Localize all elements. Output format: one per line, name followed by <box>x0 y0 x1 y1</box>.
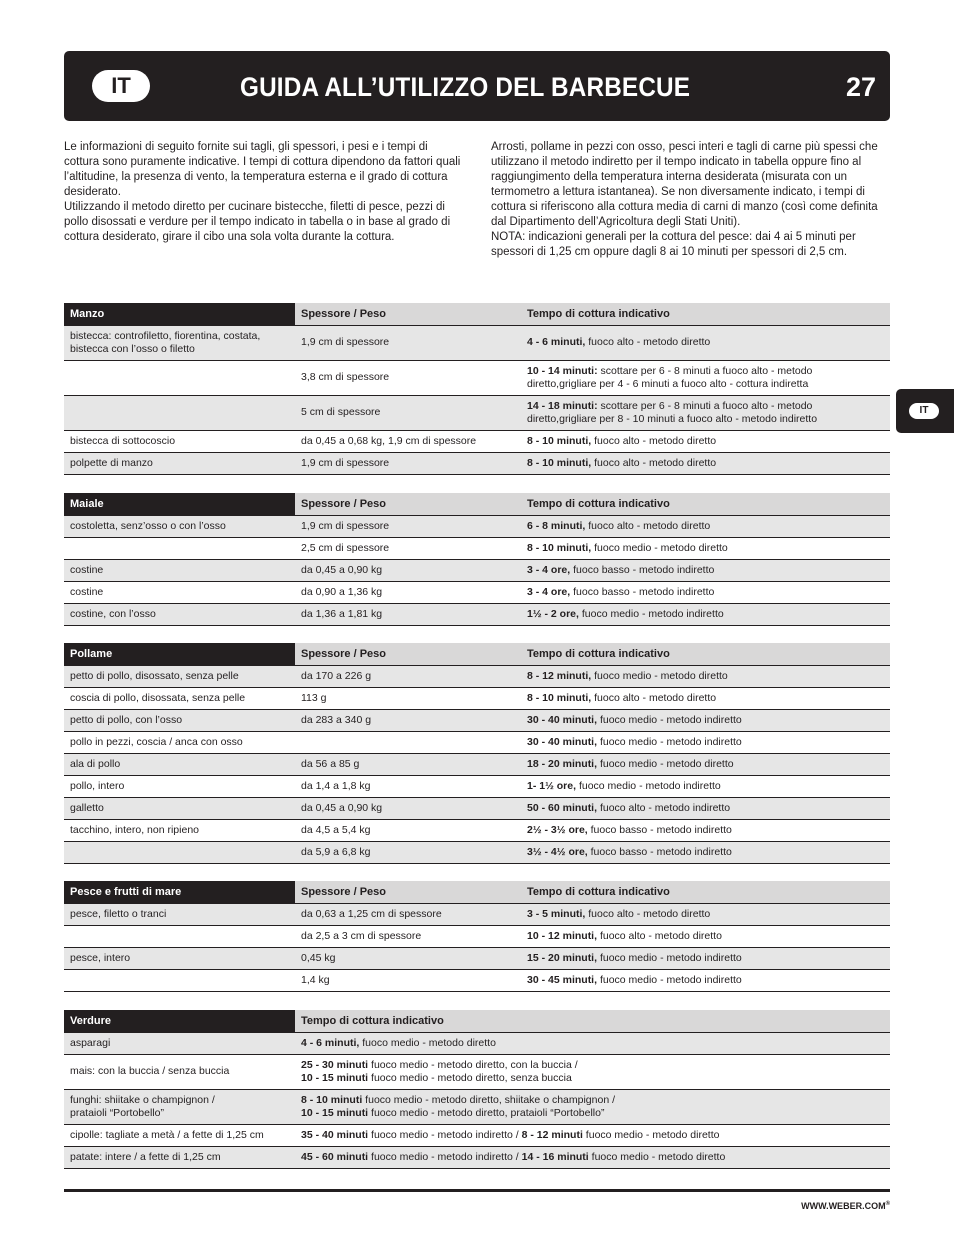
size-cell: da 0,45 a 0,90 kg <box>295 797 521 819</box>
intro-paragraph: Utilizzando il metodo diretto per cucinare bistecche, filetti di pesce, pezzi di pollo disossati e verdure per il tempo indicato in tabella o in base al grado di cottura desiderato, girare il cibo una sola volta durante la cottura. <box>64 201 451 243</box>
time-value: 8 - 10 minuti, <box>527 434 592 447</box>
method-text: fuoco medio - metodo indiretto / <box>368 1128 519 1141</box>
time-cell <box>521 947 890 969</box>
column-header-time: Tempo di cottura indicativo <box>295 1010 890 1032</box>
time-value: 14 - 18 minuti: <box>527 399 598 412</box>
time-cell <box>295 1089 890 1124</box>
method-text: fuoco medio - metodo diretto, senza buccia <box>368 1071 572 1084</box>
cut-cell: tacchino, intero, non ripieno <box>64 819 295 841</box>
method-text: scottare per 6 - 8 minuti a fuoco alto - metodo diretto,grigliare per 4 - 6 minuti a fuoco alto - cottura indiretta <box>527 364 813 390</box>
column-header-category: Verdure <box>64 1010 295 1032</box>
method-text: fuoco medio - metodo indiretto / <box>368 1150 519 1163</box>
table-row <box>64 581 890 603</box>
registered-mark: ® <box>885 1201 890 1207</box>
time-cell <box>521 819 890 841</box>
footer-url[interactable] <box>801 1201 890 1211</box>
table-row <box>64 395 890 430</box>
time-cell <box>521 581 890 603</box>
column-header-category: Pollame <box>64 643 295 665</box>
table-header-row <box>64 493 890 515</box>
column-header-size: Spessore / Peso <box>295 881 521 903</box>
time-cell <box>521 709 890 731</box>
method-text: fuoco medio - metodo diretto <box>582 1128 720 1141</box>
cut-cell: ala di pollo <box>64 753 295 775</box>
method-text: fuoco medio - metodo indiretto <box>578 607 724 620</box>
table-row <box>64 1146 890 1168</box>
method-text: fuoco medio - metodo diretto, con la buccia / <box>368 1058 578 1071</box>
size-cell: da 0,63 a 1,25 cm di spessore <box>295 903 521 925</box>
column-header-size: Spessore / Peso <box>295 493 521 515</box>
intro-paragraph: Le informazioni di seguito fornite sui tagli, gli spessori, i pesi e i tempi di cottura sono puramente indicative. I tempi di cottura dipendono da fattori quali l’altitudine, la presenza di vento, la temperatura esterna e il grado di cottura desiderato. <box>64 141 461 198</box>
time-value: 10 - 15 minuti <box>301 1071 369 1084</box>
method-text: fuoco medio - metodo indiretto <box>597 973 742 986</box>
method-text: fuoco medio - metodo diretto <box>597 757 734 770</box>
cut-cell <box>64 395 295 430</box>
size-cell: 2,5 cm di spessore <box>295 537 521 559</box>
cut-cell: pollo, intero <box>64 775 295 797</box>
table-row <box>64 819 890 841</box>
time-cell <box>521 325 890 360</box>
size-cell: 1,9 cm di spessore <box>295 325 521 360</box>
cut-cell: mais: con la buccia / senza buccia <box>64 1054 295 1089</box>
size-cell: da 170 a 226 g <box>295 665 521 687</box>
page-header <box>64 51 890 121</box>
side-tab-label: IT <box>909 403 939 419</box>
footer-divider <box>64 1189 890 1192</box>
cut-cell: pesce, filetto o tranci <box>64 903 295 925</box>
time-value: 3 - 4 ore, <box>527 585 571 598</box>
table-row <box>64 797 890 819</box>
page-title: GUIDA ALL’UTILIZZO DEL BARBECUE <box>240 72 691 102</box>
language-badge: IT <box>92 70 150 102</box>
time-cell <box>521 775 890 797</box>
time-cell <box>521 430 890 452</box>
method-text: fuoco alto - metodo diretto <box>585 336 711 348</box>
table-row <box>64 925 890 947</box>
time-cell <box>521 687 890 709</box>
table-row <box>64 360 890 395</box>
time-cell <box>521 841 890 863</box>
time-value: 45 - 60 minuti <box>301 1150 369 1163</box>
method-text: fuoco medio - metodo diretto <box>588 1150 726 1163</box>
size-cell: da 0,45 a 0,90 kg <box>295 559 521 581</box>
table-row <box>64 687 890 709</box>
size-cell: da 56 a 85 g <box>295 753 521 775</box>
cut-cell: costoletta, senz’osso o con l’osso <box>64 515 295 537</box>
cut-cell <box>64 537 295 559</box>
intro-left-column <box>64 140 464 245</box>
column-header-category: Maiale <box>64 493 295 515</box>
table-row <box>64 709 890 731</box>
time-value: 4 - 6 minuti, <box>527 336 586 348</box>
method-text: fuoco basso - metodo indiretto <box>570 585 715 598</box>
intro-right-column <box>491 140 891 260</box>
cut-cell: costine <box>64 559 295 581</box>
time-cell <box>521 452 890 474</box>
time-value: 25 - 30 minuti <box>301 1058 369 1071</box>
time-cell <box>521 731 890 753</box>
size-cell: da 283 a 340 g <box>295 709 521 731</box>
size-cell: 5 cm di spessore <box>295 395 521 430</box>
intro-paragraph: Arrosti, pollame in pezzi con osso, pesci interi e tagli di carne più spessi che utilizzano il metodo indiretto per il tempo indicato in tabella oppure fino al raggiungimento della temperatura interna desiderata (misurata con un termometro a lettura istantanea). Se non diversamente indicato, i tempi di cottura si riferiscono alla cottura media di carni di manzo (così come definita dal Dipartimento dell’Agricoltura degli Stati Uniti). <box>491 141 878 228</box>
table-row <box>64 969 890 991</box>
cut-cell: funghi: shiitake o champignon / prataioli “Portobello” <box>64 1089 295 1124</box>
time-cell <box>521 665 890 687</box>
method-text: fuoco medio - metodo diretto <box>359 1036 496 1049</box>
method-text: fuoco alto - metodo diretto <box>585 519 711 532</box>
language-side-tab <box>896 389 954 433</box>
time-cell <box>295 1146 890 1168</box>
table-row <box>64 753 890 775</box>
method-text: fuoco alto - metodo diretto <box>591 691 717 704</box>
cut-cell: galletto <box>64 797 295 819</box>
column-header-time: Tempo di cottura indicativo <box>521 493 890 515</box>
table-row <box>64 903 890 925</box>
method-text: fuoco medio - metodo indiretto <box>597 713 742 726</box>
size-cell: da 0,45 a 0,68 kg, 1,9 cm di spessore <box>295 430 521 452</box>
time-cell <box>521 753 890 775</box>
table-row <box>64 559 890 581</box>
table-row <box>64 325 890 360</box>
time-cell <box>521 925 890 947</box>
method-text: fuoco medio - metodo indiretto <box>597 951 742 964</box>
time-cell <box>295 1124 890 1146</box>
time-value: 6 - 8 minuti, <box>527 519 586 532</box>
cut-cell: patate: intere / a fette di 1,25 cm <box>64 1146 295 1168</box>
table-row <box>64 1124 890 1146</box>
time-value: 35 - 40 minuti <box>301 1128 369 1141</box>
method-text: fuoco medio - metodo indiretto <box>576 779 721 792</box>
column-header-time: Tempo di cottura indicativo <box>521 303 890 325</box>
method-text: fuoco alto - metodo diretto <box>591 434 717 447</box>
method-text: fuoco basso - metodo indiretto <box>570 563 715 576</box>
size-cell: da 4,5 a 5,4 kg <box>295 819 521 841</box>
size-cell: 3,8 cm di spessore <box>295 360 521 395</box>
table-verdure <box>64 1010 890 1169</box>
time-value: 10 - 14 minuti: <box>527 364 598 377</box>
table-row <box>64 430 890 452</box>
size-cell: da 0,90 a 1,36 kg <box>295 581 521 603</box>
cut-cell: bistecca: controfiletto, fiorentina, costata, bistecca con l’osso o filetto <box>64 325 295 360</box>
method-text: fuoco basso - metodo indiretto <box>587 823 732 836</box>
column-header-time: Tempo di cottura indicativo <box>521 643 890 665</box>
time-value: 8 - 10 minuti, <box>527 541 592 554</box>
time-cell <box>521 395 890 430</box>
cut-cell: pollo in pezzi, coscia / anca con osso <box>64 731 295 753</box>
time-value: 30 - 40 minuti, <box>527 735 598 748</box>
time-value: 8 - 10 minuti <box>301 1093 363 1106</box>
time-value: 8 - 10 minuti, <box>527 691 592 704</box>
intro-paragraph: NOTA: indicazioni generali per la cottura del pesce: dai 4 ai 5 minuti per spessori di 1,25 cm oppure dagli 8 ai 10 minuti per spessori di 2,5 cm. <box>491 231 856 258</box>
table-row <box>64 775 890 797</box>
method-text: fuoco basso - metodo indiretto <box>587 845 732 858</box>
table-row <box>64 947 890 969</box>
time-value: 10 - 12 minuti, <box>527 929 598 942</box>
time-value: 3½ - 4½ ore, <box>527 845 588 858</box>
cut-cell: petto di pollo, con l’osso <box>64 709 295 731</box>
table-row <box>64 1089 890 1124</box>
size-cell: da 1,4 a 1,8 kg <box>295 775 521 797</box>
method-text: fuoco medio - metodo diretto <box>591 669 728 682</box>
time-value: 1½ - 2 ore, <box>527 607 579 620</box>
cut-cell: cipolle: tagliate a metà / a fette di 1,25 cm <box>64 1124 295 1146</box>
table-row <box>64 515 890 537</box>
method-text: fuoco alto - metodo diretto <box>585 907 711 920</box>
time-value: 14 - 16 minuti <box>518 1150 589 1163</box>
table-row <box>64 1032 890 1054</box>
method-text: scottare per 6 - 8 minuti a fuoco alto - metodo diretto,grigliare per 8 - 10 minuti a fuoco alto - metodo indiretto <box>527 399 818 425</box>
method-text: fuoco medio - metodo diretto <box>591 541 728 554</box>
column-header-category: Manzo <box>64 303 295 325</box>
size-cell: da 1,36 a 1,81 kg <box>295 603 521 625</box>
size-cell: 1,9 cm di spessore <box>295 452 521 474</box>
column-header-time: Tempo di cottura indicativo <box>521 881 890 903</box>
cut-cell <box>64 925 295 947</box>
size-cell: da 5,9 a 6,8 kg <box>295 841 521 863</box>
size-cell: 1,4 kg <box>295 969 521 991</box>
cut-cell: costine <box>64 581 295 603</box>
time-value: 30 - 40 minuti, <box>527 713 598 726</box>
table-pollame <box>64 643 890 864</box>
size-cell: 0,45 kg <box>295 947 521 969</box>
time-cell <box>521 903 890 925</box>
method-text: fuoco medio - metodo indiretto <box>597 735 742 748</box>
table-row <box>64 841 890 863</box>
cut-cell <box>64 969 295 991</box>
size-cell: 113 g <box>295 687 521 709</box>
time-value: 8 - 12 minuti <box>518 1128 583 1141</box>
time-value: 50 - 60 minuti, <box>527 801 598 814</box>
time-cell <box>295 1054 890 1089</box>
time-value: 10 - 15 minuti <box>301 1106 369 1119</box>
time-value: 3 - 5 minuti, <box>527 907 586 920</box>
time-cell <box>295 1032 890 1054</box>
cut-cell: petto di pollo, disossato, senza pelle <box>64 665 295 687</box>
time-cell <box>521 559 890 581</box>
time-value: 30 - 45 minuti, <box>527 973 598 986</box>
table-header-row <box>64 303 890 325</box>
time-value: 4 - 6 minuti, <box>301 1036 360 1049</box>
size-cell: 1,9 cm di spessore <box>295 515 521 537</box>
time-value: 8 - 10 minuti, <box>527 456 592 469</box>
time-cell <box>521 797 890 819</box>
time-value: 8 - 12 minuti, <box>527 669 592 682</box>
method-text: fuoco alto - metodo indiretto <box>597 801 731 814</box>
column-header-size: Spessore / Peso <box>295 643 521 665</box>
time-value: 15 - 20 minuti, <box>527 951 598 964</box>
table-pesce <box>64 881 890 992</box>
table-row <box>64 665 890 687</box>
table-maiale <box>64 493 890 626</box>
cut-cell <box>64 841 295 863</box>
table-header-row <box>64 881 890 903</box>
cut-cell: coscia di pollo, disossata, senza pelle <box>64 687 295 709</box>
table-row <box>64 1054 890 1089</box>
table-manzo <box>64 303 890 475</box>
time-value: 18 - 20 minuti, <box>527 757 598 770</box>
column-header-size: Spessore / Peso <box>295 303 521 325</box>
method-text: fuoco medio - metodo diretto, prataioli “Portobello” <box>368 1106 605 1119</box>
time-cell <box>521 537 890 559</box>
time-cell <box>521 969 890 991</box>
method-text: fuoco alto - metodo diretto <box>597 929 722 942</box>
size-cell <box>295 731 521 753</box>
footer-url-text: WWW.WEBER.COM <box>801 1201 886 1211</box>
table-row <box>64 537 890 559</box>
table-header-row <box>64 643 890 665</box>
time-value: 1- 1½ ore, <box>527 779 577 792</box>
time-value: 2½ - 3½ ore, <box>527 823 588 836</box>
cut-cell: asparagi <box>64 1032 295 1054</box>
cut-cell: pesce, intero <box>64 947 295 969</box>
time-cell <box>521 515 890 537</box>
cut-cell: bistecca di sottocoscio <box>64 430 295 452</box>
time-cell <box>521 360 890 395</box>
table-row <box>64 452 890 474</box>
method-text: fuoco medio - metodo diretto, shiitake o champignon / <box>362 1093 615 1106</box>
cut-cell: costine, con l’osso <box>64 603 295 625</box>
time-value: 3 - 4 ore, <box>527 563 571 576</box>
table-header-row <box>64 1010 890 1032</box>
cut-cell: polpette di manzo <box>64 452 295 474</box>
table-row <box>64 603 890 625</box>
method-text: fuoco alto - metodo diretto <box>591 456 717 469</box>
size-cell: da 2,5 a 3 cm di spessore <box>295 925 521 947</box>
table-row <box>64 731 890 753</box>
column-header-category: Pesce e frutti di mare <box>64 881 295 903</box>
page-number: 27 <box>845 72 876 102</box>
time-cell <box>521 603 890 625</box>
cut-cell <box>64 360 295 395</box>
